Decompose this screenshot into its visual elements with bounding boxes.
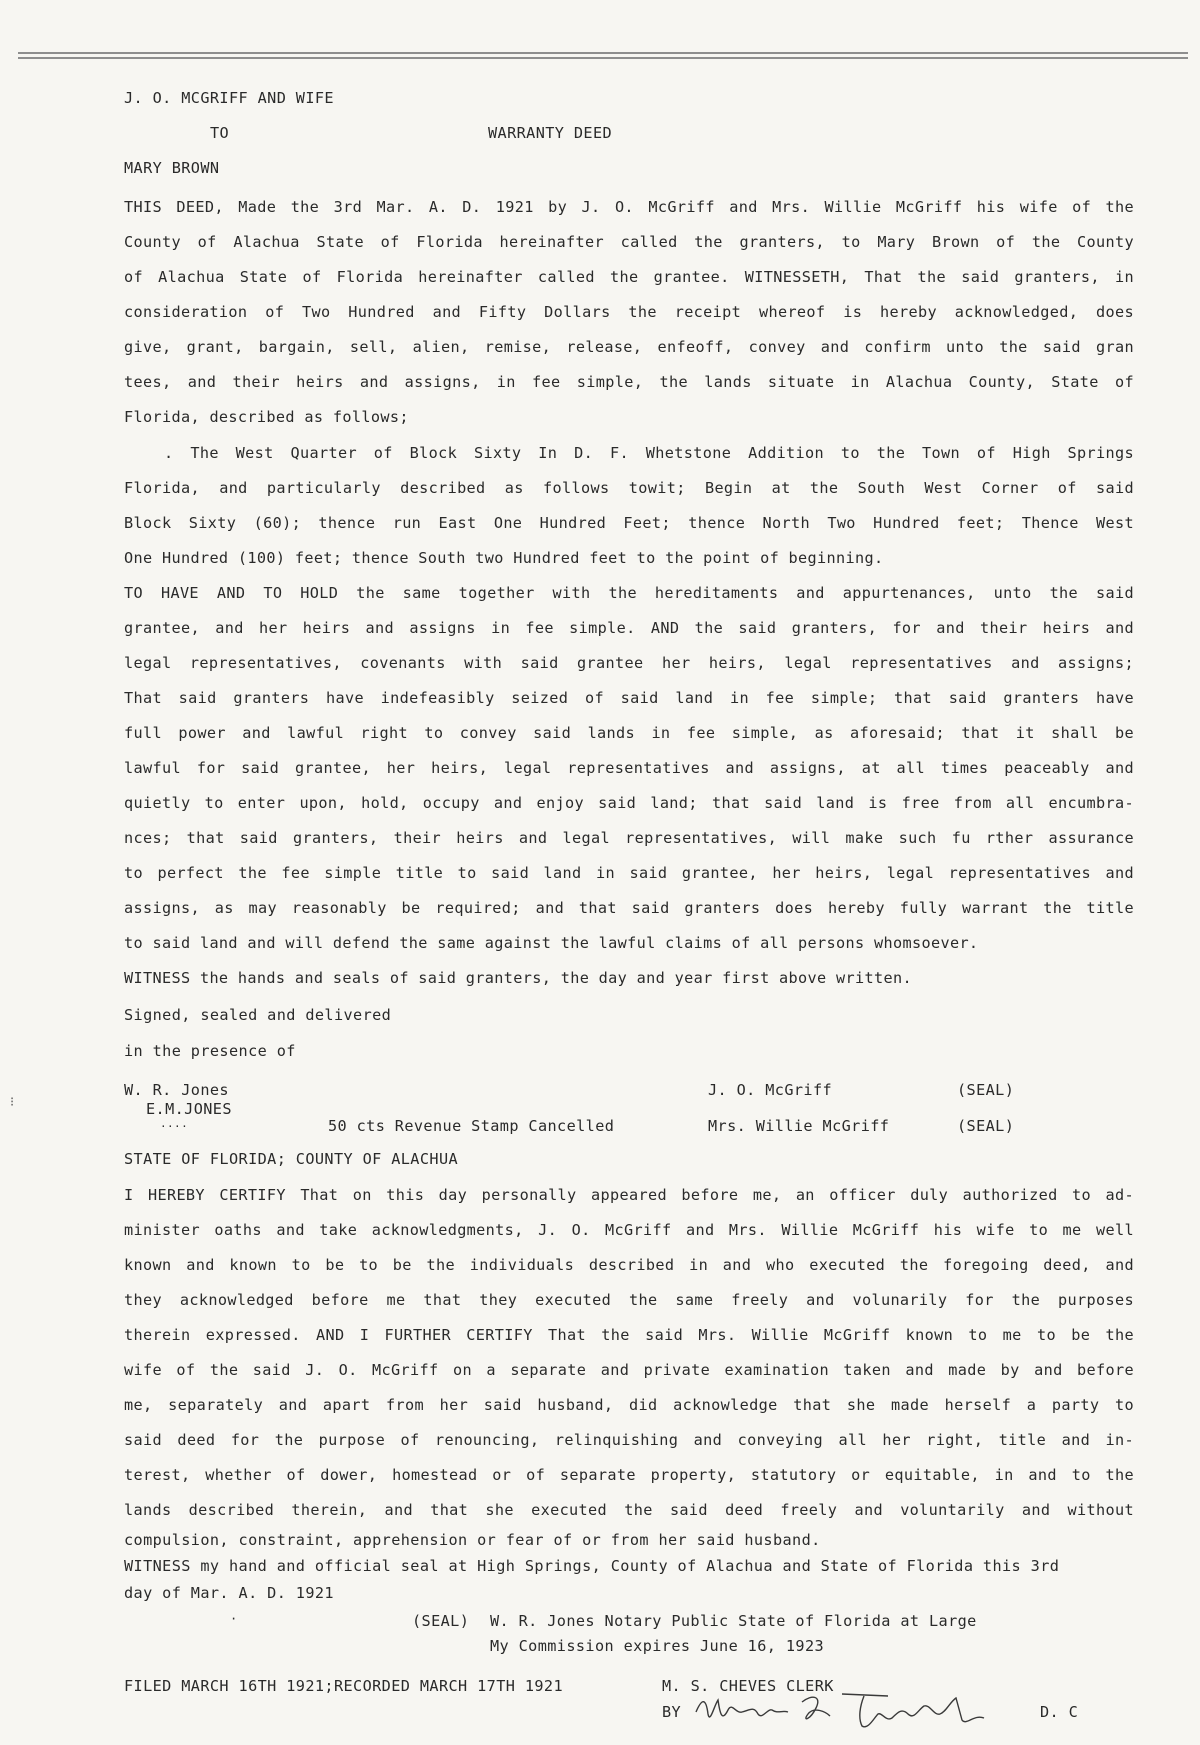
text-line: Block Sixty (60); thence run East One Hundred Feet; thence North Two Hundred feet; Thence West <box>124 514 1134 532</box>
text-line: assigns, as may reasonably be required; and that said granters does hereby fully warrant the title <box>124 899 1134 917</box>
text-line: full power and lawful right to convey said lands in fee simple, as aforesaid; that it shall be <box>124 724 1134 742</box>
margin-mark: ⁝ <box>10 1095 15 1110</box>
text-line: consideration of Two Hundred and Fifty Dollars the receipt whereof is hereby acknowledged, does <box>124 303 1134 321</box>
text-line: tees, and their heirs and assigns, in fee simple, the lands situate in Alachua County, State of <box>124 373 1134 391</box>
deed-type-title: WARRANTY DEED <box>488 124 613 142</box>
venue-heading: STATE OF FLORIDA; COUNTY OF ALACHUA <box>124 1150 459 1168</box>
text-line: give, grant, bargain, sell, alien, remise, release, enfeoff, convey and confirm unto the said gran <box>124 338 1134 356</box>
text-line: terest, whether of dower, homestead or of separate property, statutory or equitable, in and to the <box>124 1466 1134 1484</box>
by-label: BY <box>662 1703 682 1721</box>
notary-commission-line: My Commission expires June 16, 1923 <box>490 1637 825 1655</box>
text-line: nces; that said granters, their heirs and legal representatives, will make such fu rther assurance <box>124 829 1134 847</box>
witness-name-2: E.M.JONES <box>146 1100 232 1118</box>
text-line: they acknowledged before me that they executed the same freely and volunarily for the purposes <box>124 1291 1134 1309</box>
signed-sealed-line: Signed, sealed and delivered <box>124 1006 392 1024</box>
notary-signature-line: W. R. Jones Notary Public State of Florida at Large <box>490 1612 977 1630</box>
text-line: me, separately and apart from her said husband, did acknowledge that she made herself a party to <box>124 1396 1134 1414</box>
presence-line: in the presence of <box>124 1042 296 1060</box>
text-line: wife of the said J. O. McGriff on a separate and private examination taken and made by and before <box>124 1361 1134 1379</box>
text-line: . The West Quarter of Block Sixty In D. F. Whetstone Addition to the Town of High Springs <box>164 444 1134 462</box>
text-line: therein expressed. AND I FURTHER CERTIFY That the said Mrs. Willie McGriff known to me to be the <box>124 1326 1134 1344</box>
property-description-paragraph <box>124 436 1134 576</box>
grantors-heading: J. O. MCGRIFF AND WIFE <box>124 89 334 107</box>
text-line: legal representatives, covenants with said grantee her heirs, legal representatives and assigns; <box>124 654 1134 672</box>
handwritten-signature-icon <box>692 1684 1012 1734</box>
text-line: THIS DEED, Made the 3rd Mar. A. D. 1921 by J. O. McGriff and Mrs. Willie McGriff his wife of the <box>124 198 1134 216</box>
seal-mark-2: (SEAL) <box>957 1117 1015 1135</box>
text-line: to said land and will defend the same against the lawful claims of all persons whomsoever. <box>124 934 979 952</box>
notary-witness-line-1: WITNESS my hand and official seal at High Springs, County of Alachua and State of Florida this 3rd <box>124 1557 1060 1575</box>
text-line: WITNESS the hands and seals of said granters, the day and year first above written. <box>124 969 912 987</box>
text-line: Florida, described as follows; <box>124 408 409 426</box>
deed-granting-paragraph <box>124 190 1134 435</box>
seal-mark-1: (SEAL) <box>957 1081 1015 1099</box>
text-line: said deed for the purpose of renouncing, relinquishing and conveying all her right, title and in- <box>124 1431 1134 1449</box>
witness-name-1: W. R. Jones <box>124 1081 229 1099</box>
revenue-stamp-note: 50 cts Revenue Stamp Cancelled <box>328 1117 615 1135</box>
covenants-paragraph <box>124 576 1134 996</box>
notary-seal-mark: (SEAL) <box>412 1612 470 1630</box>
acknowledgment-paragraph <box>124 1178 1134 1528</box>
text-line: lawful for said grantee, her heirs, legal representatives and assigns, at all times peaceably and <box>124 759 1134 777</box>
clerk-line: M. S. CHEVES CLERK <box>662 1677 834 1695</box>
text-line: minister oaths and take acknowledgments, J. O. McGriff and Mrs. Willie McGriff his wife to me well <box>124 1221 1134 1239</box>
top-rule-lines <box>18 52 1188 62</box>
filing-record-line: FILED MARCH 16TH 1921;RECORDED MARCH 17TH 1921 <box>124 1677 564 1695</box>
text-line: One Hundred (100) feet; thence South two Hundred feet to the point of beginning. <box>124 549 884 567</box>
text-line: County of Alachua State of Florida hereinafter called the granters, to Mary Brown of the County <box>124 233 1134 251</box>
witness-dots: .... <box>160 1117 189 1130</box>
signer-name-2: Mrs. Willie McGriff <box>708 1117 890 1135</box>
text-line: compulsion, constraint, apprehension or fear of or from her said husband. <box>124 1531 821 1549</box>
text-line: known and known to be to be the individuals described in and who executed the foregoing deed, and <box>124 1256 1134 1274</box>
text-line: I HEREBY CERTIFY That on this day personally appeared before me, an officer duly authorized to ad- <box>124 1186 1134 1204</box>
text-line: quietly to enter upon, hold, occupy and enjoy said land; that said land is free from all encumbra- <box>124 794 1134 812</box>
notary-witness-line-2: day of Mar. A. D. 1921 <box>124 1584 334 1602</box>
signer-name-1: J. O. McGriff <box>708 1081 833 1099</box>
text-line: That said granters have indefeasibly seized of said land in fee simple; that said granters have <box>124 689 1134 707</box>
text-line: TO HAVE AND TO HOLD the same together with the hereditaments and appurtenances, unto the said <box>124 584 1134 602</box>
text-line: to perfect the fee simple title to said land in said grantee, her heirs, legal representatives and <box>124 864 1134 882</box>
text-line: Florida, and particularly described as follows towit; Begin at the South West Corner of said <box>124 479 1134 497</box>
grantee-heading: MARY BROWN <box>124 159 220 177</box>
text-line: grantee, and her heirs and assigns in fee simple. AND the said granters, for and their heirs and <box>124 619 1134 637</box>
to-heading: TO <box>210 124 230 142</box>
text-line: of Alachua State of Florida hereinafter called the grantee. WITNESSETH, That the said granters, in <box>124 268 1134 286</box>
deputy-clerk-signature <box>692 1684 1012 1734</box>
text-line: lands described therein, and that she executed the said deed freely and voluntarily and without <box>124 1501 1134 1519</box>
stray-mark: · <box>230 1612 238 1626</box>
deputy-clerk-label: D. C <box>1040 1703 1079 1721</box>
